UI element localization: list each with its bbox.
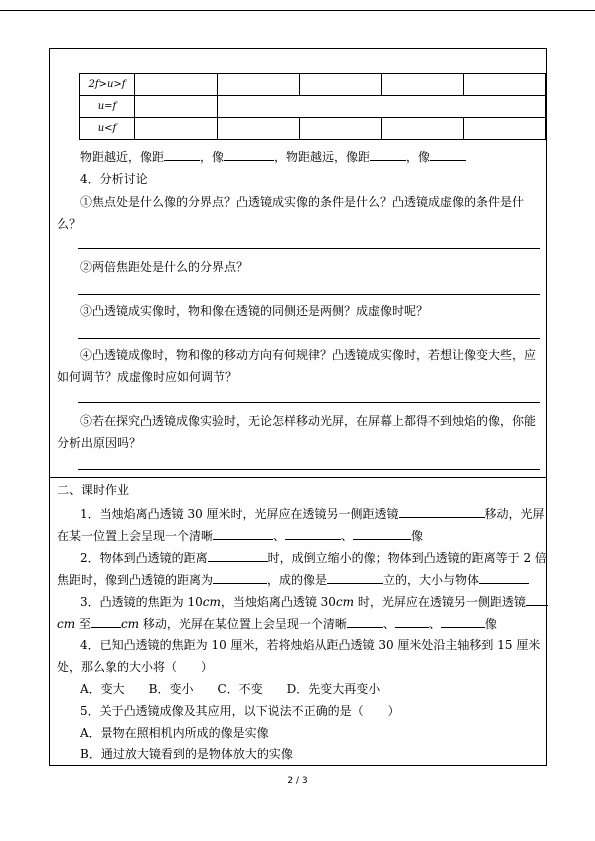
row-label: u=f [80,96,135,118]
section-4-title: 4．分析讨论 [80,172,148,186]
table-cell [135,74,218,96]
homework-4-options: A．变大 B．变小 C．不变 D．先变大再变小 [80,682,381,696]
homework-4-line-1: 4．已知凸透镜的焦距为 10 厘米，若将烛焰从距凸透镜 30 厘米处沿主轴移到 15 厘米 [80,638,541,652]
header-rule [0,10,595,11]
answer-line [78,294,540,295]
question-3: ③凸透镜成实像时，物和像在透镜的同侧还是两侧？成虚像时呢？ [80,304,429,318]
table-row [80,96,546,118]
homework-1-line-1: 1．当烛焰离凸透镜 30 厘米时，光屏应在透镜另一侧距透镜 移动，光屏 [80,507,545,521]
homework-1-line-2: 在某一位置上会呈现一个清晰 、 、 像 [57,529,424,543]
homework-5-option-a: A．景物在照相机内所成的像是实像 [80,726,269,740]
table-cell [135,96,218,118]
table-cell [135,118,218,140]
answer-line [78,469,540,470]
question-1-line-2: 么？ [57,217,82,231]
answer-line [78,402,540,403]
table-cell [382,74,464,96]
row-label: 2f>u>f [80,74,135,96]
homework-2-line-1: 2．物体到凸透镜的距离 时，成倒立缩小的像；物体到凸透镜的距离等于 2 倍 [80,551,547,565]
question-1-line-1: ①焦点处是什么像的分界点？凸透镜成实像的条件是什么？凸透镜成虚像的条件是什 [80,195,525,209]
answer-line [78,248,540,249]
section-divider [50,477,546,478]
homework-5-option-b: B．通过放大镜看到的是物体放大的实像 [80,747,293,761]
table-row [80,74,546,96]
question-5-line-1: ⑤若在探究凸透镜成像实验时，无论怎样移动光屏，在屏幕上都得不到烛焰的像，你能 [80,414,537,428]
table-cell [464,118,546,140]
question-4-line-1: ④凸透镜成像时，物和像的移动方向有何规律？凸透镜成实像时，若想让像变大些，应 [80,348,537,362]
table-cell [300,118,382,140]
homework-2-line-2: 焦距时，像到凸透镜的距离为 ，成的像是 立的，大小与物体 [57,571,529,588]
question-2: ②两倍焦距处是什么的分界点？ [80,260,249,274]
table-cell [464,74,546,96]
answer-line [78,338,540,339]
homework-3-line-1: 3．凸透镜的焦距为 10cm，当烛焰离凸透镜 30cm 时，光屏应在透镜另一侧距透镜 [80,593,548,610]
lens-imaging-table [79,73,546,140]
row-label: u<f [80,118,135,140]
summary-line: 物距越近，像距 ，像 ，物距越远，像距 ，像 [80,148,466,165]
question-4-line-2: 如何调节？成虚像时应如何调节？ [57,370,238,384]
table-row [80,118,546,140]
homework-3-line-2: cm 至 cm 移动，光屏在某位置上会呈现一个清晰 、 、 像 [57,617,497,631]
table-cell [218,74,300,96]
table-cell [382,118,464,140]
homework-5: 5．关于凸透镜成像及其应用，以下说法不正确的是（ ） [80,704,400,718]
table-cell [300,74,382,96]
homework-4-line-2: 处，那么象的大小将（ ） [57,660,214,674]
table-cell [218,96,546,118]
question-5-line-2: 分析出原因吗？ [57,436,142,450]
table-cell [218,118,300,140]
page-number: 2 / 3 [287,776,308,786]
homework-title: 二、课时作业 [57,483,130,497]
